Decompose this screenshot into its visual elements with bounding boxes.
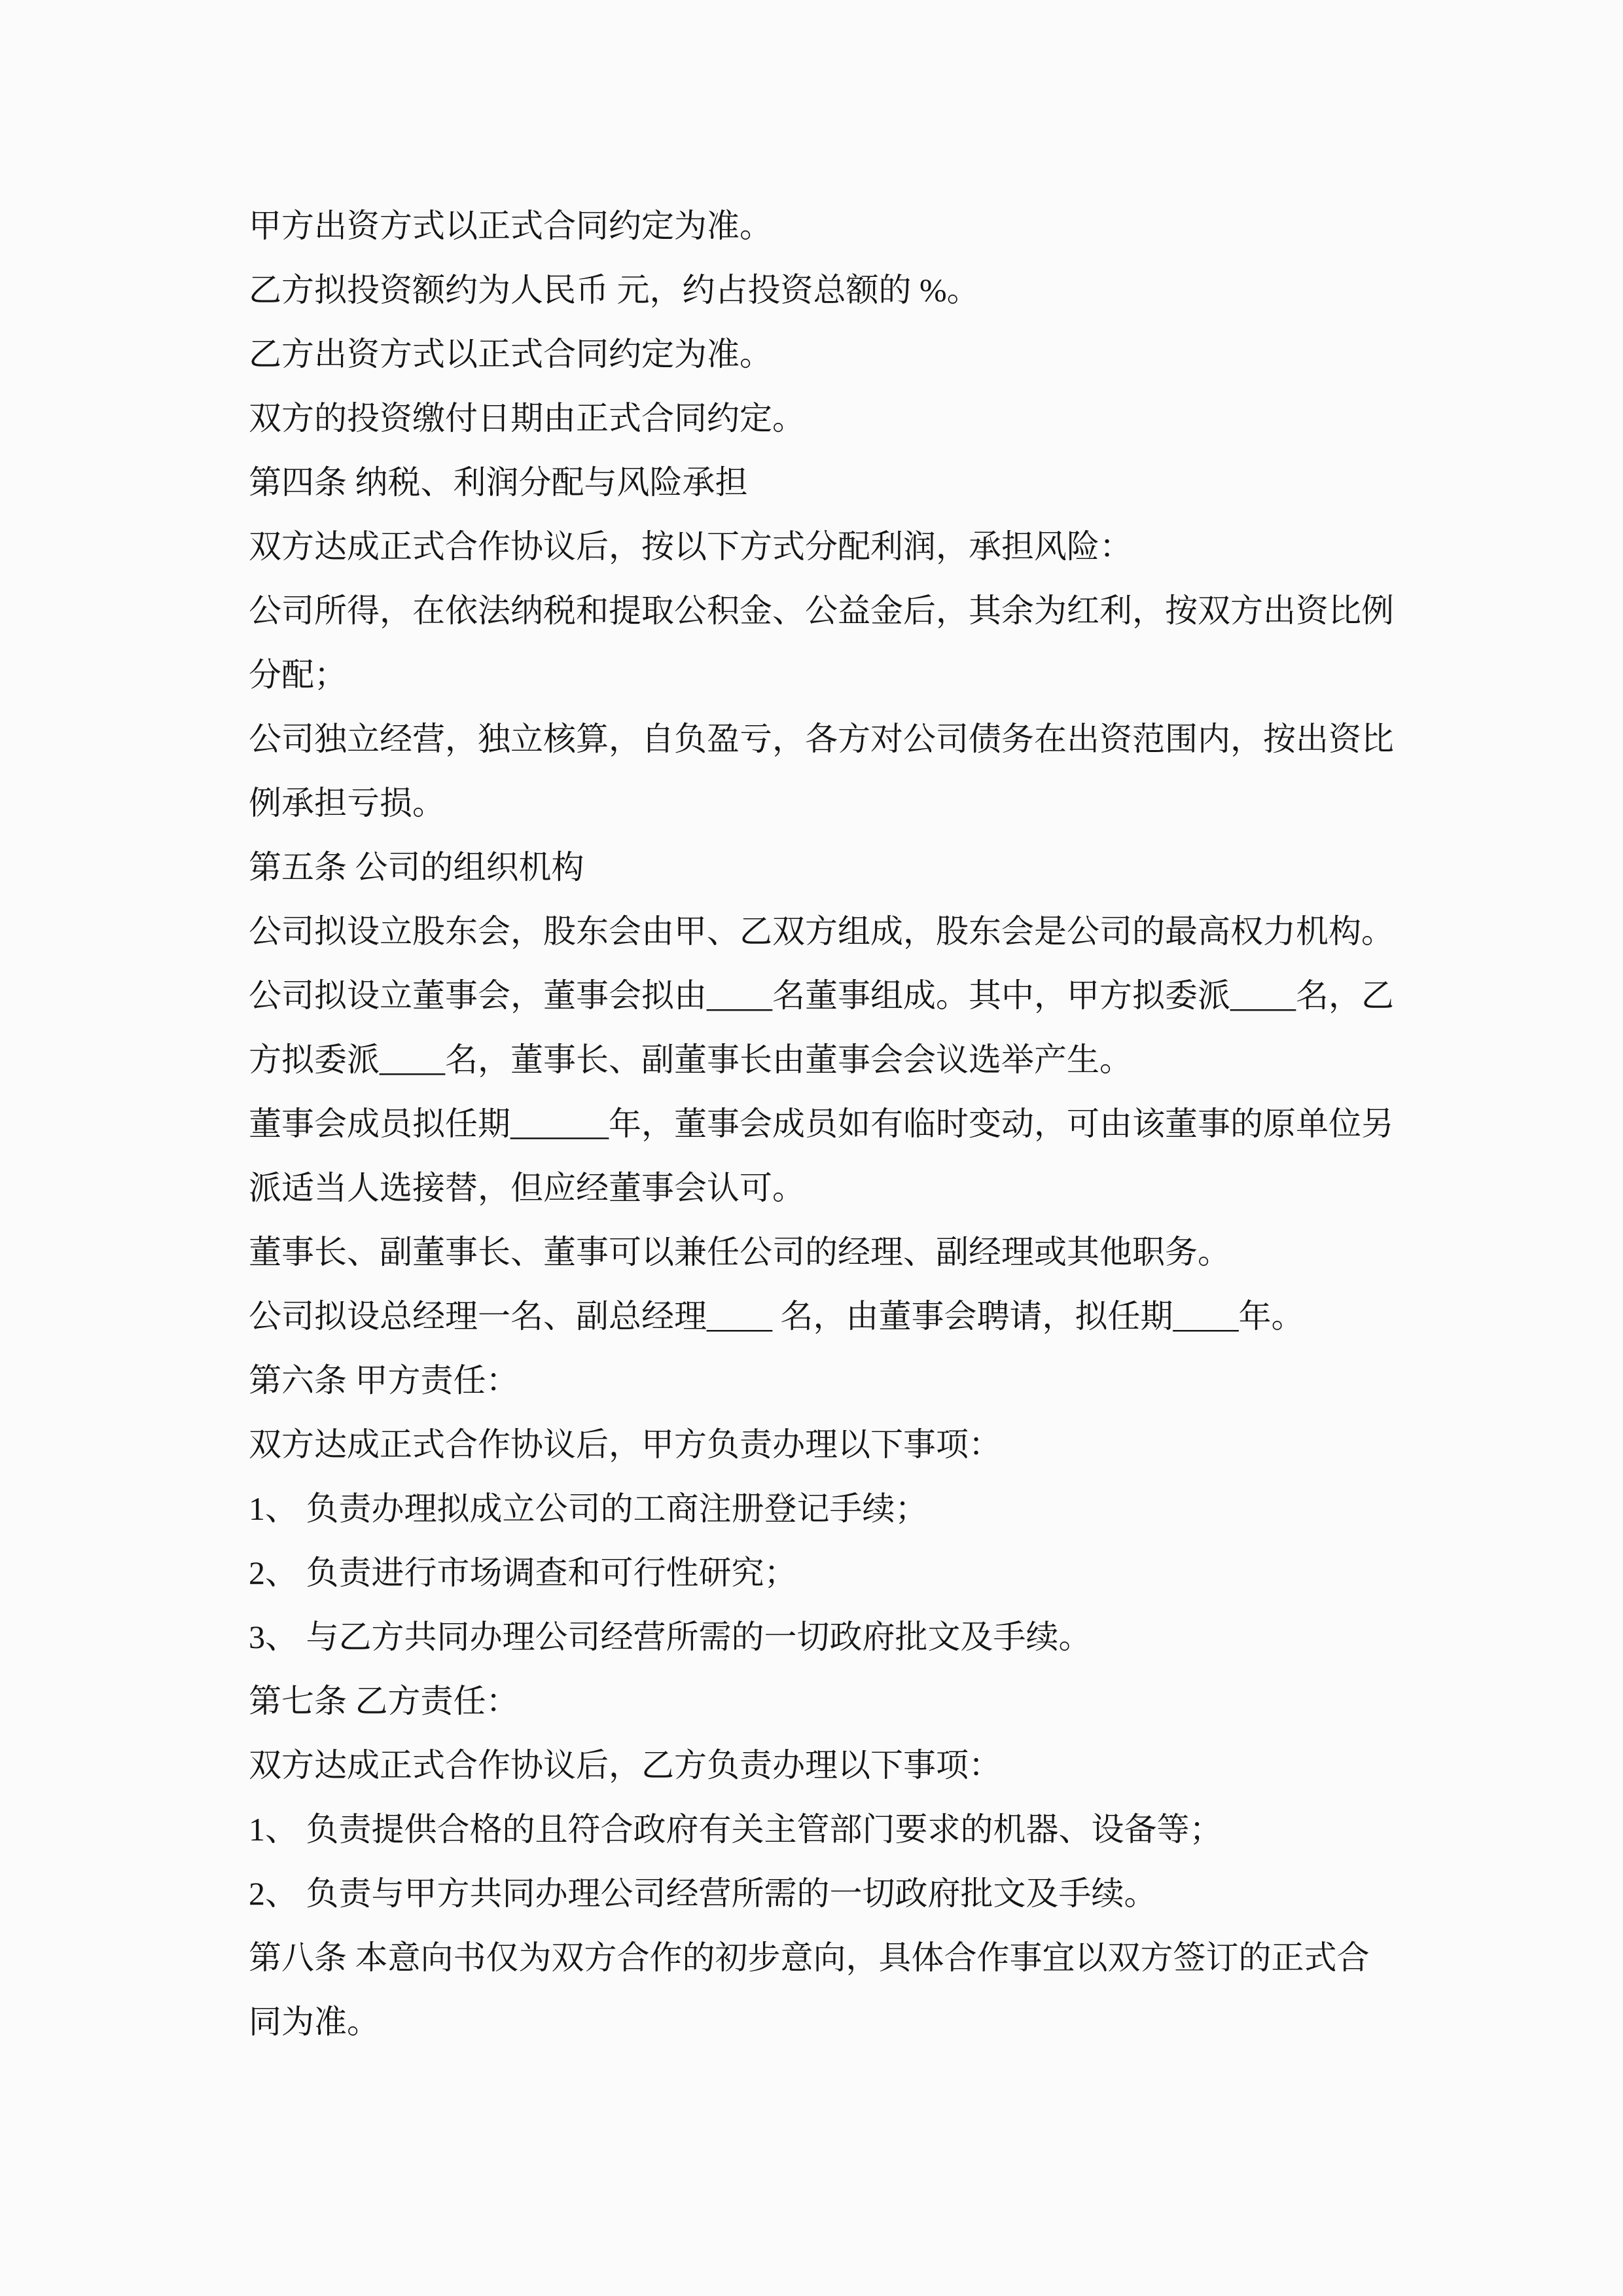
text-line: 例承担亏损。: [249, 785, 445, 821]
text-line: 同为准。: [249, 2003, 380, 2040]
text-line: 董事长、副董事长、董事可以兼任公司的经理、副经理或其他职务。: [249, 1234, 1230, 1270]
text-line: 公司独立经营，独立核算，自负盈亏，各方对公司债务在出资范围内，按出资比: [249, 721, 1394, 757]
text-line: 乙方出资方式以正式合同约定为准。: [249, 336, 772, 372]
text-line: 1、 负责提供合格的且符合政府有关主管部门要求的机器、设备等；: [249, 1811, 1222, 1848]
text-line: 双方达成正式合作协议后，乙方负责办理以下事项：: [249, 1747, 1001, 1784]
text-line: 公司拟设总经理一名、副总经理____ 名，由董事会聘请，拟任期____年。: [249, 1298, 1304, 1335]
text-line: 第七条 乙方责任：: [249, 1683, 519, 1719]
text-line: 甲方出资方式以正式合同约定为准。: [249, 207, 772, 244]
text-line: 双方达成正式合作协议后，按以下方式分配利润，承担风险：: [249, 528, 1132, 565]
text-line: 2、 负责与甲方共同办理公司经营所需的一切政府批文及手续。: [249, 1875, 1157, 1912]
text-line: 公司拟设立董事会，董事会拟由____名董事组成。其中，甲方拟委派____名，乙: [249, 977, 1394, 1014]
text-line: 2、 负责进行市场调查和可行性研究；: [249, 1554, 797, 1591]
text-line: 公司拟设立股东会，股东会由甲、乙双方组成，股东会是公司的最高权力机构。: [249, 913, 1394, 950]
text-line: 1、 负责办理拟成立公司的工商注册登记手续；: [249, 1490, 928, 1527]
text-line: 第五条 公司的组织机构: [249, 849, 584, 886]
document-body: [249, 194, 1420, 2054]
text-line: 第四条 纳税、利润分配与风险承担: [249, 464, 748, 501]
text-line: 公司所得，在依法纳税和提取公积金、公益金后，其余为红利，按双方出资比例: [249, 592, 1394, 629]
text-line: 乙方拟投资额约为人民币 元，约占投资总额的 %。: [249, 272, 980, 308]
text-line: 分配；: [249, 656, 347, 693]
text-line: 方拟委派____名，董事长、副董事长由董事会会议选举产生。: [249, 1041, 1132, 1078]
text-line: 董事会成员拟任期______年，董事会成员如有临时变动，可由该董事的原单位另: [249, 1105, 1394, 1142]
text-line: 第八条 本意向书仅为双方合作的初步意向，具体合作事宜以双方签订的正式合: [249, 1939, 1370, 1976]
text-line: 第六条 甲方责任：: [249, 1362, 519, 1399]
text-line: 双方达成正式合作协议后，甲方负责办理以下事项：: [249, 1426, 1001, 1463]
text-line: 派适当人选接替，但应经董事会认可。: [249, 1170, 805, 1206]
text-line: 双方的投资缴付日期由正式合同约定。: [249, 400, 805, 437]
text-line: 3、 与乙方共同办理公司经营所需的一切政府批文及手续。: [249, 1619, 1092, 1655]
